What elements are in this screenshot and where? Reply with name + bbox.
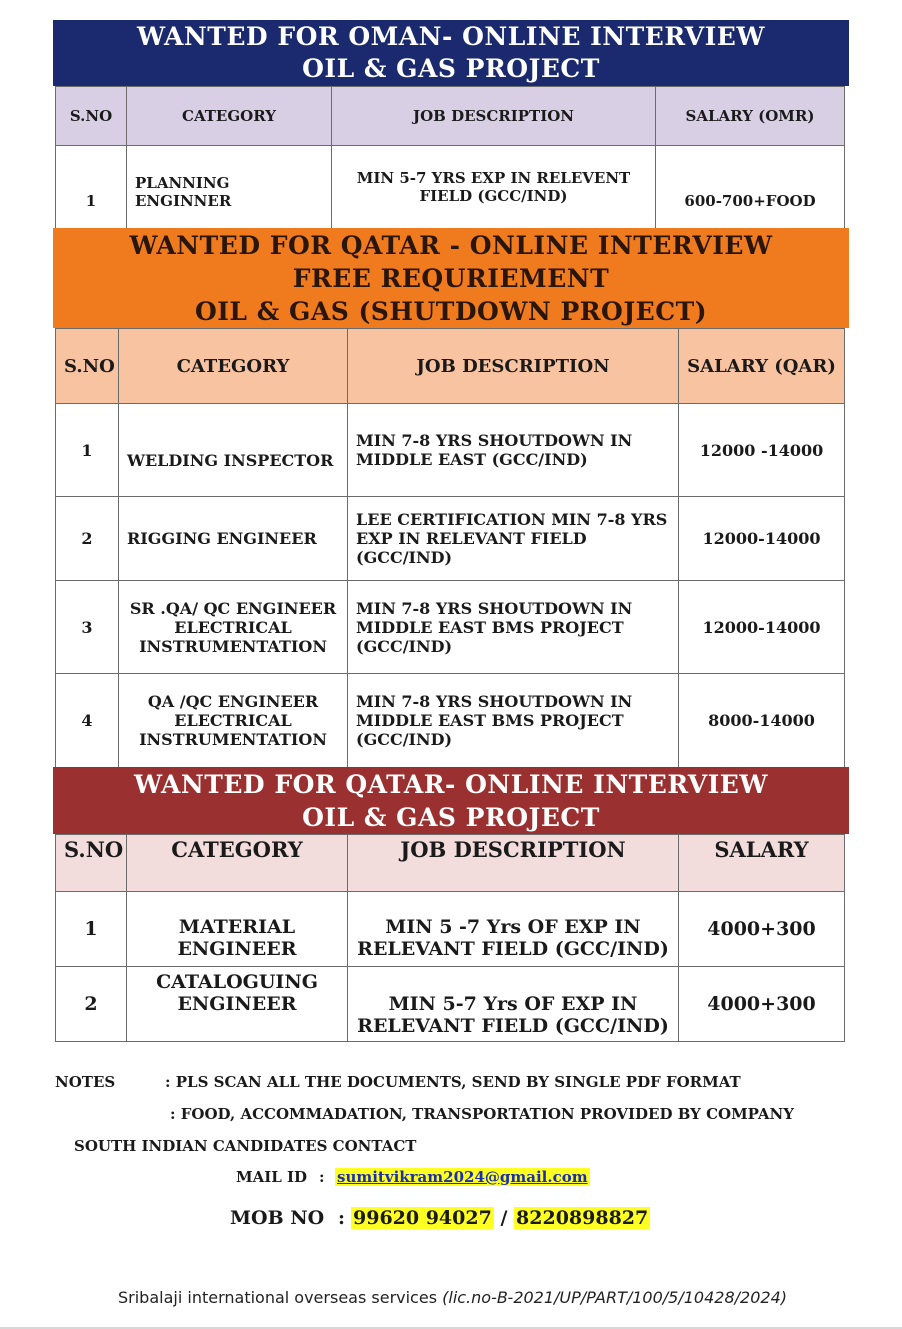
qatar-shutdown-table: [55, 328, 845, 768]
row-category: SR .QA/ QC ENGINEER ELECTRICAL INSTRUMENTATION: [119, 581, 348, 674]
footer-company: Sribalaji international overseas services: [118, 1288, 438, 1307]
oman-header-category: CATEGORY: [127, 87, 332, 146]
table-row: [56, 146, 845, 229]
oman-banner-line-2: OIL & GAS PROJECT: [302, 54, 600, 83]
row-description: MIN 5-7 Yrs OF EXP IN RELEVANT FIELD (GCC/IND): [348, 967, 679, 1042]
mob-separator: :: [338, 1207, 346, 1229]
footer-license: (lic.no-B-2021/UP/PART/100/5/10428/2024): [442, 1288, 787, 1307]
row-category: WELDING INSPECTOR: [119, 404, 348, 497]
row-category: MATERIAL ENGINEER: [127, 892, 348, 967]
oman-banner-line-1: WANTED FOR OMAN- ONLINE INTERVIEW: [137, 22, 765, 51]
row-description: MIN 5-7 YRS EXP IN RELEVENT FIELD (GCC/IND): [332, 146, 656, 229]
row-sno: 1: [56, 146, 127, 229]
qatar-project-header-category: CATEGORY: [127, 835, 348, 892]
table-row: [56, 892, 845, 967]
row-category: PLANNING ENGINNER: [127, 146, 332, 229]
row-salary: 12000-14000: [679, 581, 845, 674]
phone-number-2[interactable]: 8220898827: [516, 1207, 649, 1229]
row-sno: 1: [56, 892, 127, 967]
row-description: MIN 7-8 YRS SHOUTDOWN IN MIDDLE EAST (GCC/IND): [348, 404, 679, 497]
qatar-shutdown-header-description: JOB DESCRIPTION: [348, 329, 679, 404]
row-salary: 4000+300: [679, 967, 845, 1042]
mob-value-wrap: [351, 1207, 650, 1229]
oman-header-row: [56, 87, 845, 146]
row-description: MIN 7-8 YRS SHOUTDOWN IN MIDDLE EAST BMS PROJECT (GCC/IND): [348, 581, 679, 674]
email-link[interactable]: sumitvikram2024@gmail.com: [337, 1168, 588, 1186]
row-description: MIN 7-8 YRS SHOUTDOWN IN MIDDLE EAST BMS PROJECT (GCC/IND): [348, 674, 679, 768]
row-salary: 8000-14000: [679, 674, 845, 768]
qatar-project-header-salary: SALARY: [679, 835, 845, 892]
row-category: QA /QC ENGINEER ELECTRICAL INSTRUMENTATION: [119, 674, 348, 768]
row-sno: 2: [56, 967, 127, 1042]
qatar-project-header-row: [56, 835, 845, 892]
qatar-project-banner-line-1: WANTED FOR QATAR- ONLINE INTERVIEW: [134, 769, 768, 799]
qatar-shutdown-header-row: [56, 329, 845, 404]
qatar-shutdown-header-salary: SALARY (QAR): [679, 329, 845, 404]
qatar-shutdown-banner-line-3: OIL & GAS (SHUTDOWN PROJECT): [194, 296, 708, 326]
table-row: [56, 497, 845, 581]
qatar-shutdown-banner-line-1: WANTED FOR QATAR - ONLINE INTERVIEW: [129, 230, 773, 260]
table-row: [56, 581, 845, 674]
oman-header-sno: S.NO: [56, 87, 127, 146]
row-description: MIN 5 -7 Yrs OF EXP IN RELEVANT FIELD (GCC/IND): [348, 892, 679, 967]
qatar-project-header-description: JOB DESCRIPTION: [348, 835, 679, 892]
oman-header-description: JOB DESCRIPTION: [332, 87, 656, 146]
row-salary: 12000 -14000: [679, 404, 845, 497]
oman-banner: [53, 20, 849, 86]
phone-divider: /: [500, 1207, 508, 1229]
oman-table: [55, 86, 845, 229]
qatar-project-banner: [53, 767, 849, 834]
row-sno: 1: [56, 404, 119, 497]
mob-label: MOB NO: [230, 1207, 325, 1229]
notes-label: NOTES: [55, 1073, 116, 1091]
table-row: [56, 674, 845, 768]
mail-label: MAIL ID: [236, 1168, 308, 1186]
row-sno: 2: [56, 497, 119, 581]
qatar-project-table: [55, 834, 845, 1042]
notes-line-1: : PLS SCAN ALL THE DOCUMENTS, SEND BY SINGLE PDF FORMAT: [165, 1073, 741, 1091]
table-row: [56, 967, 845, 1042]
qatar-shutdown-header-sno: S.NO: [56, 329, 119, 404]
qatar-project-header-sno: S.NO: [56, 835, 127, 892]
row-salary: 600-700+FOOD: [656, 146, 845, 229]
mail-value-wrap: [335, 1168, 590, 1186]
phone-number-1[interactable]: 99620 94027: [353, 1207, 492, 1229]
row-salary: 4000+300: [679, 892, 845, 967]
notes-line-2: : FOOD, ACCOMMADATION, TRANSPORTATION PROVIDED BY COMPANY: [170, 1105, 794, 1123]
oman-header-salary: SALARY (OMR): [656, 87, 845, 146]
qatar-project-banner-line-2: OIL & GAS PROJECT: [302, 802, 600, 832]
qatar-shutdown-banner: [53, 228, 849, 328]
mail-separator: :: [319, 1168, 325, 1186]
contact-heading: SOUTH INDIAN CANDIDATES CONTACT: [74, 1137, 417, 1155]
qatar-shutdown-header-category: CATEGORY: [119, 329, 348, 404]
row-sno: 3: [56, 581, 119, 674]
table-row: [56, 404, 845, 497]
row-sno: 4: [56, 674, 119, 768]
footer: [118, 1288, 787, 1307]
row-salary: 12000-14000: [679, 497, 845, 581]
row-category: CATALOGUING ENGINEER: [127, 967, 348, 1042]
qatar-shutdown-banner-line-2: FREE REQURIEMENT: [292, 263, 610, 293]
row-category: RIGGING ENGINEER: [119, 497, 348, 581]
row-description: LEE CERTIFICATION MIN 7-8 YRS EXP IN RELEVANT FIELD (GCC/IND): [348, 497, 679, 581]
